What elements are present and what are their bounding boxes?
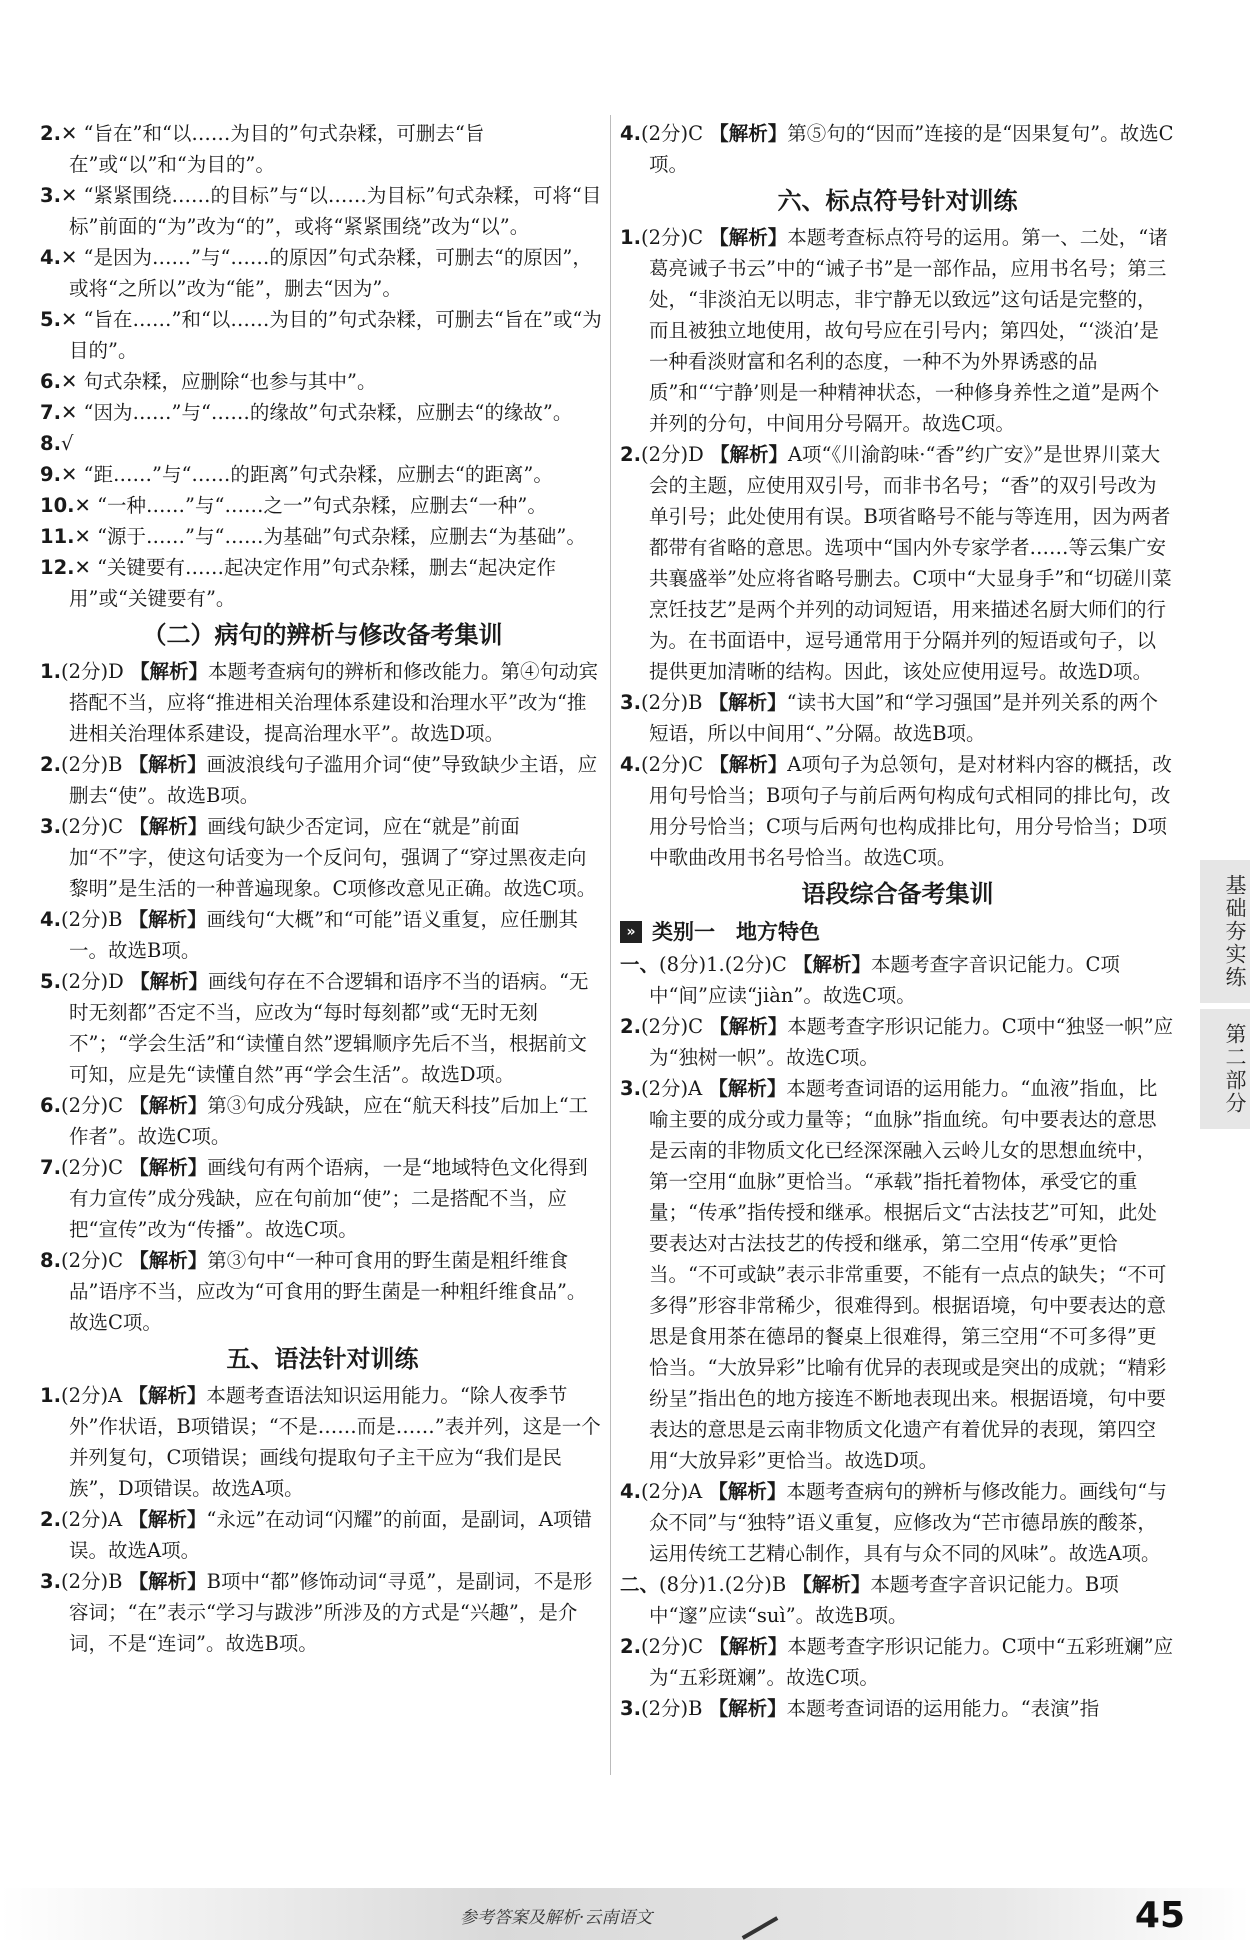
item-score-answer: (2分)C: [60, 1156, 130, 1179]
item-number: 1.: [40, 1384, 61, 1407]
right-column: [620, 118, 1175, 1724]
answer-item: [40, 180, 605, 242]
answer-item: [620, 439, 1175, 687]
analysis-tag: 【解析】: [708, 1480, 787, 1503]
answer-item: [620, 1569, 1175, 1631]
item-text: 本题考查字音识记能力。B项中“邃”应读“suì”。故选B项。: [649, 1573, 1119, 1627]
analysis-tag: 【解析】: [709, 753, 788, 776]
analysis-tag: 【解析】: [708, 1697, 787, 1720]
item-text: ✕ “紧紧围绕……的目标”与“以……为目标”句式杂糅，可将“目标”前面的“为”改为“的”，或将“紧紧围绕”改为“以”。: [60, 184, 602, 238]
item-number: 3.: [40, 815, 61, 838]
item-number: 5.: [40, 970, 61, 993]
item-text: 本题考查词语的运用能力。“血液”指血，比喻主要的成分或力量等；“血脉”指血统。句中要表达的意思是云南的非物质文化已经深深融入云岭儿女的思想血统中，第一空用“血脉”更恰当。“承载”指托着物体，承受它的重量；“传承”指传授和继承。根据后文“古法技艺”可知，此处要表达对古法技艺的传授和继承，第二空用“传承”更恰当。“不可或缺”表示非常重要，不能有一点点的缺失；“不可多得”形容非常稀少，很难得到。根据语境，句中要表达的意思是食用茶在德昂的餐桌上很难得，第三空用“不可多得”更恰当。“大放异彩”比喻有优异的表现或是突出的成就；“精彩纷呈”指出色的地方接连不断地表现出来。根据语境，句中要表达的意思是云南非物质文化遗产有着优异的表现，第四空用“大放异彩”更恰当。故选D项。: [649, 1077, 1167, 1472]
analysis-tag: 【解析】: [709, 226, 788, 249]
item-number: 一、: [620, 953, 660, 976]
analysis-tag: 【解析】: [129, 970, 208, 993]
answer-item: [40, 1380, 605, 1504]
side-tab-part-two: 第二部分: [1200, 1009, 1250, 1129]
item-text: 第③句成分残缺，应在“航天科技”后加上“工作者”。故选C项。: [69, 1094, 589, 1148]
page-number: 45: [1134, 1895, 1185, 1936]
item-number: 二、: [620, 1573, 660, 1596]
item-text: 本题考查标点符号的运用。第一、二处，“诸葛亮诫子书云”中的“诫子书”是一部作品，应用书名号；第三处，“非淡泊无以明志，非宁静无以致远”这句话是完整的，而且被独立地使用，故句号应在引号内；第四处，“‘淡泊’是一种看淡财富和名利的态度，一种不为外界诱惑的品质”和“‘宁静’则是一种精神状态，一种修身养性之道”是两个并列的分句，中间用分号隔开。故选C项。: [649, 226, 1168, 435]
answer-item: [620, 749, 1175, 873]
analysis-tag: 【解析】: [709, 1015, 788, 1038]
item-number: 3.: [620, 691, 641, 714]
item-text: ✕ “是因为……”与“……的原因”句式杂糅，可删去“的原因”，或将“之所以”改为“能”，删去“因为”。: [60, 246, 592, 300]
item-text: 画波浪线句子滥用介词“使”导致缺少主语，应删去“使”。故选B项。: [69, 753, 598, 807]
answer-item: [40, 1566, 605, 1659]
answer-item: [40, 397, 605, 428]
footer: [0, 1879, 1250, 1954]
item-number: 7.: [40, 1156, 61, 1179]
item-text: 画线句存在不合逻辑和语序不当的语病。“无时无刻都”否定不当，应改为“每时每刻都”或“无时无刻不”；“学会生活”和“读懂自然”逻辑顺序先后不当，根据前文可知，应是先“读懂自然”再“学会生活”。故选D项。: [69, 970, 589, 1086]
analysis-tag: 【解析】: [129, 1094, 208, 1117]
answer-item: [40, 521, 605, 552]
item-score-answer: (2分)A: [60, 1508, 129, 1531]
item-number: 1.: [620, 226, 641, 249]
item-text: A项句子为总领句，是对材料内容的概括，改用句号恰当；B项句子与前后两句构成句式相同的排比句，改用分号恰当；C项与后两句也构成排比句，用分号恰当；D项中歌曲改用书名号恰当。故选C项。: [649, 753, 1172, 869]
item-score-answer: (2分)C: [60, 815, 130, 838]
item-text: 画线句“大概”和“可能”语义重复，应任删其一。故选B项。: [69, 908, 579, 962]
item-number: 2.: [620, 1635, 641, 1658]
analysis-tag: 【解析】: [128, 1570, 207, 1593]
item-number: 9.: [40, 463, 61, 486]
item-text: 第⑤句的“因而”连接的是“因果复句”。故选C项。: [649, 122, 1174, 176]
analysis-tag: 【解析】: [792, 1573, 871, 1596]
item-number: 12.: [40, 556, 75, 579]
answer-item: [40, 304, 605, 366]
analysis-tag: 【解析】: [128, 1384, 207, 1407]
item-score-answer: (2分)D: [640, 443, 710, 466]
category-label: 类别一 地方特色: [652, 920, 820, 944]
item-number: 2.: [620, 443, 641, 466]
item-score-answer: (8分)1.(2分)C: [659, 953, 793, 976]
item-score-answer: (2分)C: [60, 1094, 130, 1117]
section-heading: 六、标点符号针对训练: [777, 187, 1018, 215]
item-number: 3.: [40, 184, 61, 207]
answer-item: [620, 1476, 1175, 1569]
answer-item: [40, 242, 605, 304]
answer-item: [620, 1631, 1175, 1693]
item-text: 本题考查字形识记能力。C项中“独竖一帜”应为“独树一帜”。故选C项。: [649, 1015, 1174, 1069]
answer-item: [40, 1245, 605, 1338]
item-score-answer: (2分)B: [60, 908, 129, 931]
item-score-answer: (2分)C: [640, 1015, 710, 1038]
answer-item: [40, 1090, 605, 1152]
section-heading: 五、语法针对训练: [226, 1345, 419, 1373]
answer-item: [620, 687, 1175, 749]
item-number: 6.: [40, 1094, 61, 1117]
analysis-tag: 【解析】: [709, 443, 788, 466]
item-number: 8.: [40, 432, 61, 455]
item-text: 画线句缺少否定词，应在“就是”前面加“不”字，使这句话变为一个反问句，强调了“穿过黑夜走向黎明”是生活的一种普遍现象。C项修改意见正确。故选C项。: [69, 815, 597, 900]
answer-item: [40, 904, 605, 966]
answer-item: [40, 1152, 605, 1245]
answer-item: [40, 749, 605, 811]
item-number: 2.: [40, 753, 61, 776]
item-score-answer: (2分)D: [60, 660, 130, 683]
item-text: B项中“都”修饰动词“寻觅”，是副词，不是形容词；“在”表示“学习与跋涉”所涉及的方式是“兴趣”，是介词，不是“连词”。故选B项。: [69, 1570, 593, 1655]
answer-item: [40, 118, 605, 180]
item-text: 本题考查病句的辨析与修改能力。画线句“与众不同”与“独特”语义重复，应修改为“芒市德昂族的酸茶，运用传统工艺精心制作，具有与众不同的风味”。故选A项。: [649, 1480, 1167, 1565]
item-score-answer: (2分)A: [640, 1480, 709, 1503]
item-text: ✕ “距……”与“……的距离”句式杂糅，应删去“的距离”。: [60, 463, 553, 486]
item-text: “永远”在动词“闪耀”的前面，是副词，A项错误。故选A项。: [69, 1508, 592, 1562]
item-score-answer: (8分)1.(2分)B: [659, 1573, 793, 1596]
answer-item: [620, 1011, 1175, 1073]
analysis-tag: 【解析】: [128, 753, 207, 776]
answer-item: [40, 552, 605, 614]
category-heading: [620, 915, 1175, 949]
item-number: 4.: [40, 908, 61, 931]
left-column: [40, 118, 605, 1659]
column-divider: [610, 115, 611, 1775]
item-text: ✕ 句式杂糅，应删除“也参与其中”。: [60, 370, 377, 393]
answer-item: [40, 656, 605, 749]
item-score-answer: (2分)C: [640, 122, 710, 145]
item-score-answer: (2分)C: [640, 226, 710, 249]
item-number: 5.: [40, 308, 61, 331]
analysis-tag: 【解析】: [129, 815, 208, 838]
item-text: 本题考查字形识记能力。C项中“五彩班斓”应为“五彩斑斓”。故选C项。: [649, 1635, 1174, 1689]
item-number: 7.: [40, 401, 61, 424]
item-number: 4.: [620, 1480, 641, 1503]
item-text: 本题考查词语的运用能力。“表演”指: [786, 1697, 1100, 1720]
item-number: 2.: [620, 1015, 641, 1038]
item-text: ✕ “关键要有……起决定作用”句式杂糅，删去“起决定作用”或“关键要有”。: [69, 556, 556, 610]
item-text: ✕ “因为……”与“……的缘故”句式杂糅，应删去“的缘故”。: [60, 401, 573, 424]
footer-title: 参考答案及解析·云南语文: [460, 1908, 653, 1928]
item-score-answer: (2分)D: [60, 970, 130, 993]
item-text: √: [60, 432, 74, 455]
item-score-answer: (2分)C: [640, 1635, 710, 1658]
item-score-answer: (2分)B: [60, 1570, 129, 1593]
section-heading: （二）病句的辨析与修改备考集训: [142, 621, 503, 649]
item-number: 4.: [40, 246, 61, 269]
item-text: ✕ “旨在”和“以……为目的”句式杂糅，可删去“旨在”或“以”和“为目的”。: [60, 122, 485, 176]
answer-item: [40, 1504, 605, 1566]
answer-item: [40, 966, 605, 1090]
answer-item: [40, 428, 605, 459]
section-heading: 语段综合备考集训: [801, 880, 994, 908]
answer-item: [620, 118, 1175, 180]
answer-item: [40, 366, 605, 397]
answer-item: [40, 490, 605, 521]
item-number: 3.: [620, 1077, 641, 1100]
item-score-answer: (2分)B: [640, 691, 709, 714]
answer-item: [620, 222, 1175, 439]
side-tab-basic-practice: 基础夯实练: [1200, 860, 1250, 1003]
answer-item: [40, 811, 605, 904]
item-score-answer: (2分)B: [640, 1697, 709, 1720]
item-text: “读书大国”和“学习强国”是并列关系的两个短语，所以中间用“、”分隔。故选B项。: [649, 691, 1159, 745]
item-text: 本题考查字音识记能力。C项中“间”应读“jiàn”。故选C项。: [649, 953, 1120, 1007]
item-score-answer: (2分)B: [60, 753, 129, 776]
item-number: 3.: [620, 1697, 641, 1720]
analysis-tag: 【解析】: [792, 953, 871, 976]
item-text: ✕ “源于……”与“……为基础”句式杂糅，应删去“为基础”。: [74, 525, 586, 548]
analysis-tag: 【解析】: [708, 1077, 787, 1100]
item-text: 本题考查病句的辨析和修改能力。第④句动宾搭配不当，应将“推进相关治理体系建设和治理水平”改为“推进相关治理体系建设，提高治理水平”。故选D项。: [69, 660, 598, 745]
item-score-answer: (2分)A: [640, 1077, 709, 1100]
answer-item: [620, 1693, 1175, 1724]
item-text: A项“《川渝韵味·“香”约广安》”是世界川菜大会的主题，应使用双引号，而非书名号；“香”的双引号改为单引号；此处使用有误。B项省略号不能与等连用，因为两者都带有省略的意思。选项中“国内外专家学者……等云集广安共襄盛举”处应将省略号删去。C项中“大显身手”和“切磋川菜烹饪技艺”是两个并列的动词短语，用来描述名厨大师们的行为。在书面语中，逗号通常用于分隔并列的短语或句子，以提供更加清晰的结构。因此，该处应使用逗号。故选D项。: [649, 443, 1172, 683]
item-number: 4.: [620, 753, 641, 776]
item-number: 3.: [40, 1570, 61, 1593]
analysis-tag: 【解析】: [128, 1508, 207, 1531]
answer-item: [620, 1073, 1175, 1476]
item-text: ✕ “一种……”与“……之一”句式杂糅，应删去“一种”。: [74, 494, 547, 517]
item-number: 1.: [40, 660, 61, 683]
side-tabs: [1200, 860, 1250, 1135]
item-text: 本题考查语法知识运用能力。“除人夜季节外”作状语，B项错误；“不是……而是……”表并列，这是一个并列复句，C项错误；画线句提取句子主干应为“我们是民族”，D项错误。故选A项。: [69, 1384, 601, 1500]
analysis-tag: 【解析】: [129, 660, 208, 683]
item-number: 11.: [40, 525, 75, 548]
item-score-answer: (2分)C: [640, 753, 710, 776]
item-number: 2.: [40, 1508, 61, 1531]
item-score-answer: (2分)C: [60, 1249, 130, 1272]
item-number: 8.: [40, 1249, 61, 1272]
answer-item: [620, 949, 1175, 1011]
analysis-tag: 【解析】: [128, 908, 207, 931]
analysis-tag: 【解析】: [708, 691, 787, 714]
analysis-tag: 【解析】: [129, 1249, 208, 1272]
item-text: ✕ “旨在……”和“以……为目的”句式杂糅，可删去“旨在”或“为目的”。: [60, 308, 602, 362]
answer-item: [40, 459, 605, 490]
item-text: 画线句有两个语病，一是“地域特色文化得到有力宣传”成分残缺，应在句前加“使”；二是搭配不当，应把“宣传”改为“传播”。故选C项。: [69, 1156, 588, 1241]
item-number: 2.: [40, 122, 61, 145]
item-number: 10.: [40, 494, 75, 517]
item-number: 6.: [40, 370, 61, 393]
analysis-tag: 【解析】: [709, 1635, 788, 1658]
analysis-tag: 【解析】: [129, 1156, 208, 1179]
item-text: 第③句中“一种可食用的野生菌是粗纤维食品”语序不当，应改为“可食用的野生菌是一种粗纤维食品”。故选C项。: [69, 1249, 587, 1334]
double-chevron-icon: »: [620, 921, 642, 943]
analysis-tag: 【解析】: [709, 122, 788, 145]
item-number: 4.: [620, 122, 641, 145]
item-score-answer: (2分)A: [60, 1384, 129, 1407]
